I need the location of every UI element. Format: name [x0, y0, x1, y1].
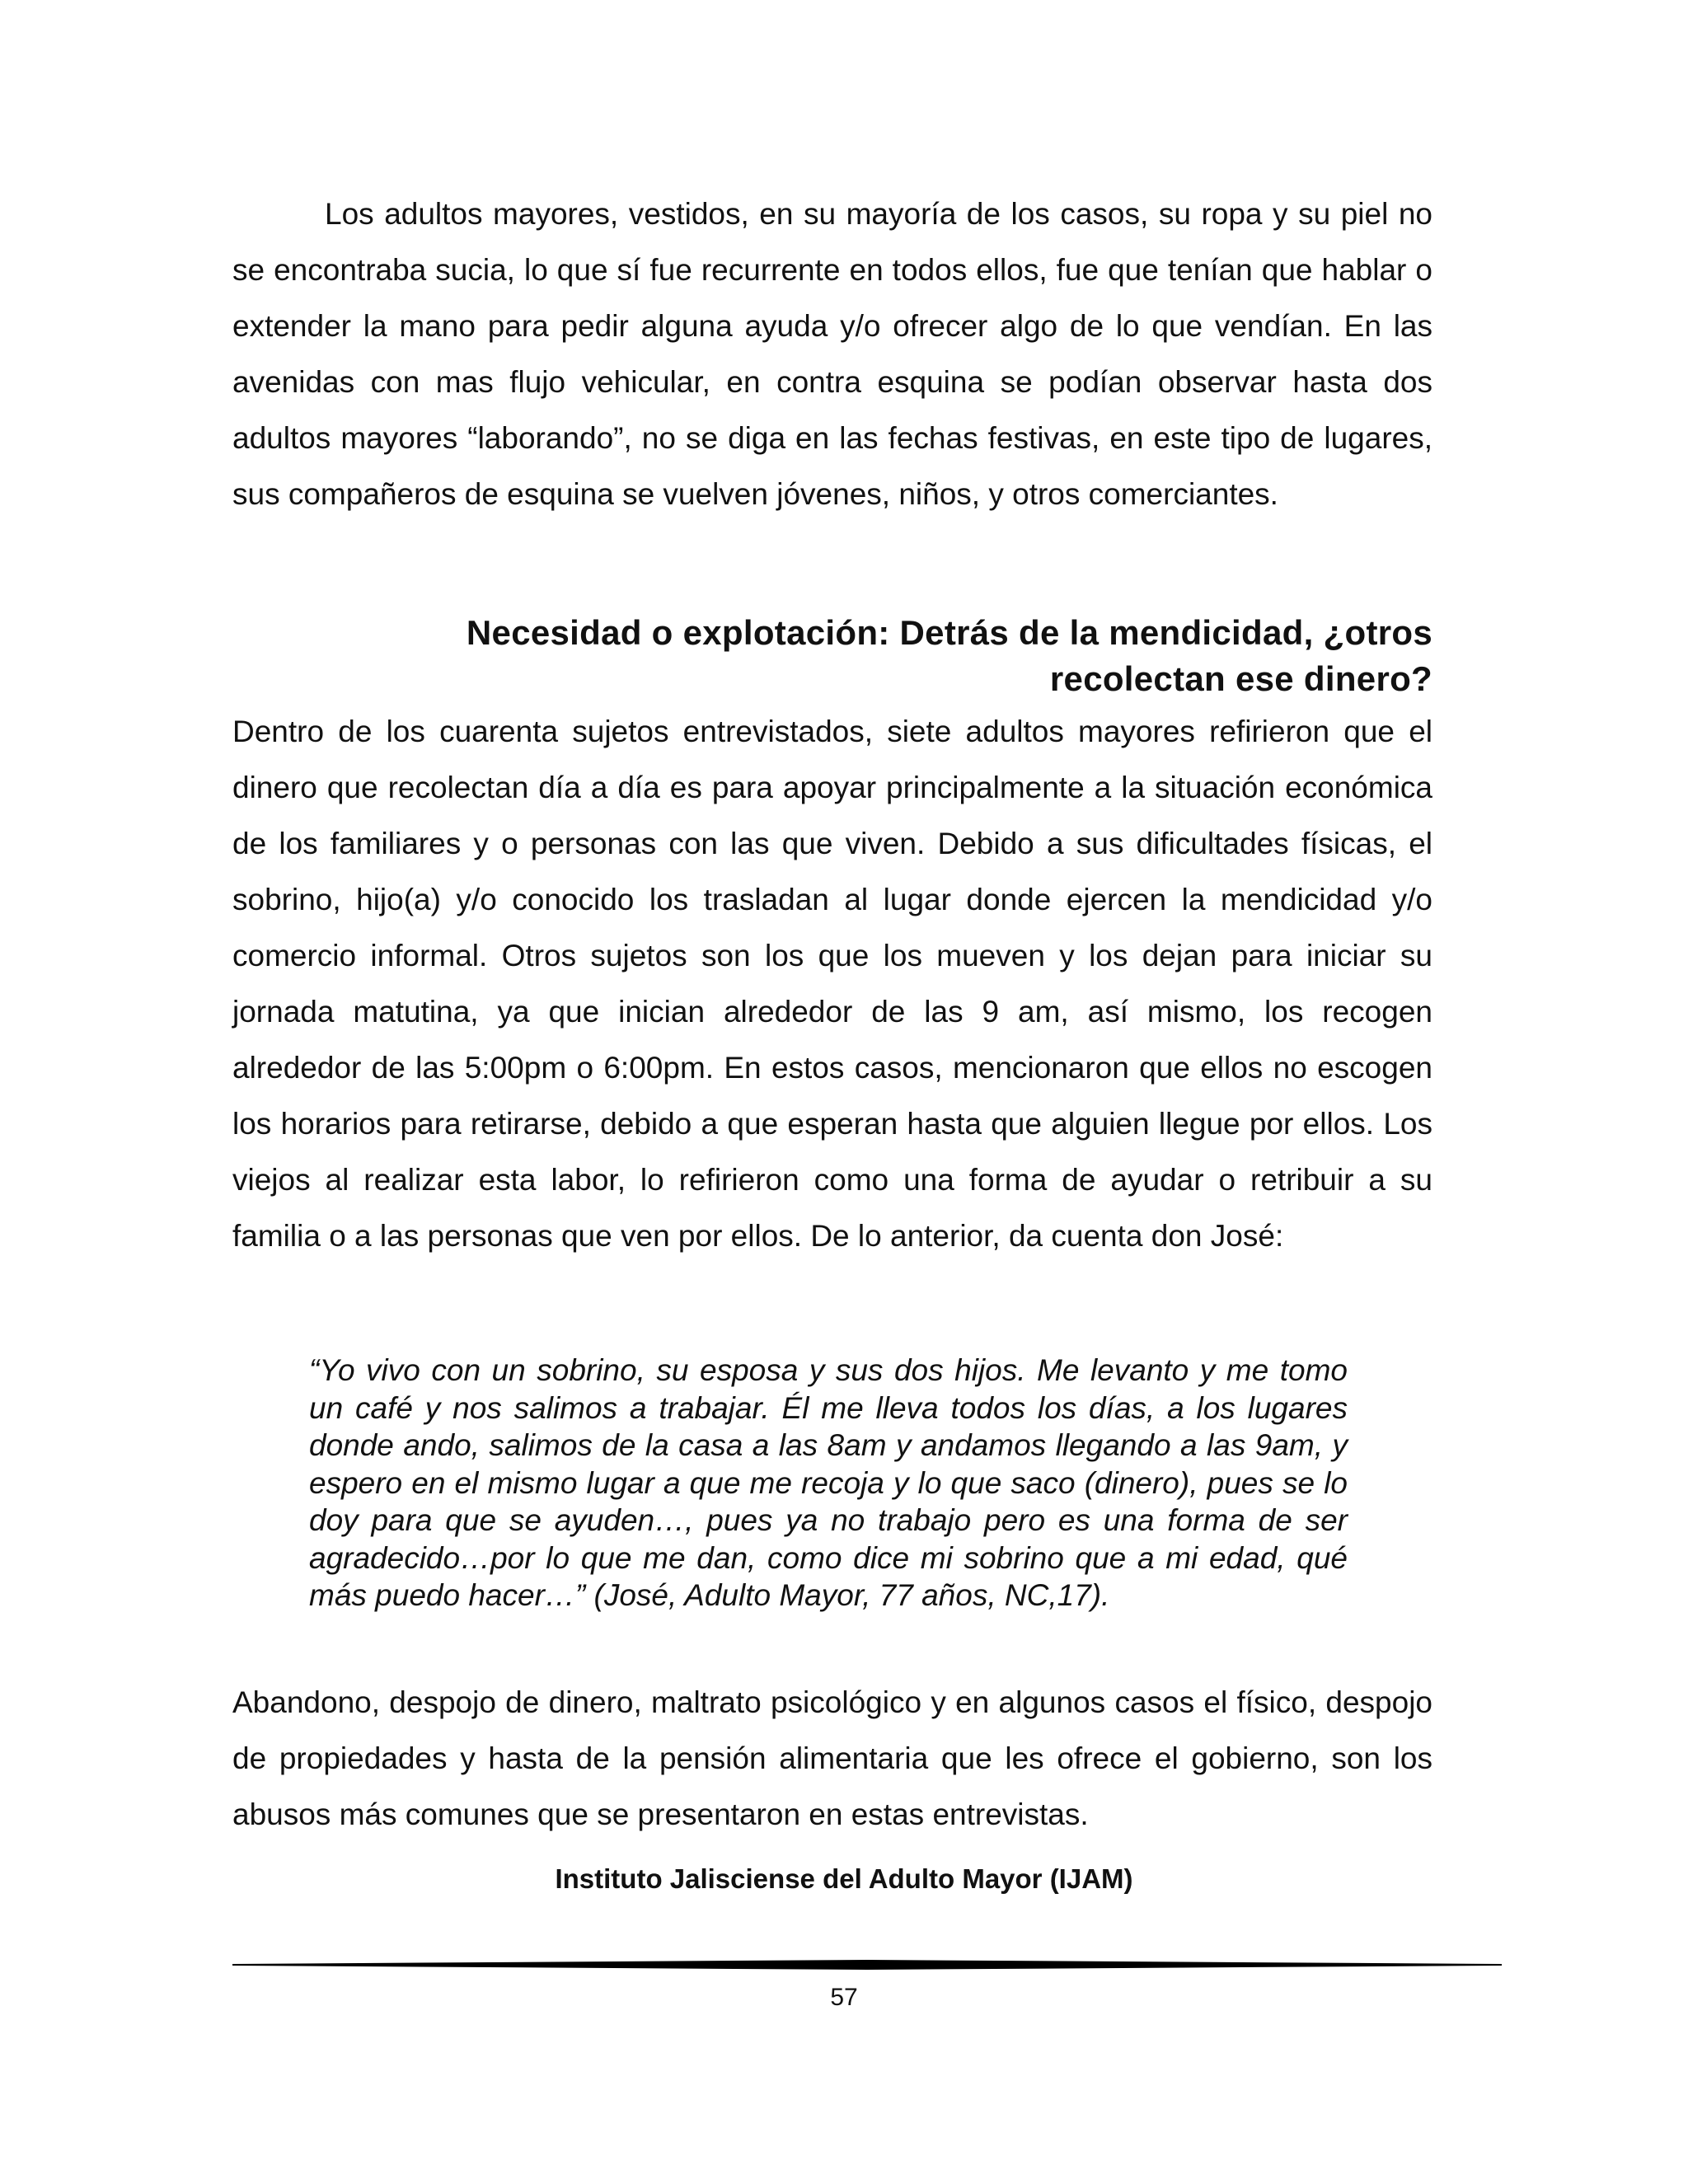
section-heading-line-2: recolectan ese dinero? [1049, 659, 1432, 698]
footer-divider [232, 1958, 1502, 1971]
footer-organization: Instituto Jalisciense del Adulto Mayor (IJAM) [555, 1863, 1133, 1894]
page-number: 57 [830, 1984, 858, 2011]
body-paragraph-3: Abandono, despojo de dinero, maltrato psicológico y en algunos casos el físico, despojo de propiedades y hasta de la pensión alimentaria que les ofrece el gobierno, son los abusos más comunes que se presentaron en estas entrevistas. [232, 1685, 1432, 1831]
body-paragraph-1: Los adultos mayores, vestidos, en su mayoría de los casos, su ropa y su piel no se encontraba sucia, lo que sí fue recurrente en todos ellos, fue que tenían que hablar o extender la mano para pedir alguna ayuda y/o ofrecer algo de lo que vendían. En las avenidas con mas flujo vehicular, en contra esquina se podían observar hasta dos adultos mayores “laborando”, no se diga en las fechas festivas, en este tipo de lugares, sus compañeros de esquina se vuelven jóvenes, niños, y otros comerciantes. [232, 197, 1432, 511]
section-heading [232, 610, 1432, 702]
section-heading-line-1: Necesidad o explotación: Detrás de la mendicidad, ¿otros [466, 613, 1432, 652]
body-paragraph-2: Dentro de los cuarenta sujetos entrevistados, siete adultos mayores refirieron que el dinero que recolectan día a día es para apoyar principalmente a la situación económica de los familiares y o personas con las que viven. Debido a sus dificultades físicas, el sobrino, hijo(a) y/o conocido los trasladan al lugar donde ejercen la mendicidad y/o comercio informal. Otros sujetos son los que los mueven y los dejan para iniciar su jornada matutina, ya que inician alrededor de las 9 am, así mismo, los recogen alrededor de las 5:00pm o 6:00pm. En estos casos, mencionaron que ellos no escogen los horarios para retirarse, debido a que esperan hasta que alguien llegue por ellos. Los viejos al realizar esta labor, lo refirieron como una forma de ayudar o retribuir a su familia o a las personas que ven por ellos. De lo anterior, da cuenta don José: [232, 715, 1432, 1253]
interview-quote: “Yo vivo con un sobrino, su esposa y sus dos hijos. Me levanto y me tomo un café y nos salimos a trabajar. Él me lleva todos los días, a los lugares donde ando, salimos de la casa a las 8am y andamos llegando a las 9am, y espero en el mismo lugar a que me recoja y lo que saco (dinero), pues se lo doy para que se ayuden…, pues ya no trabajo pero es una forma de ser agradecido…por lo que me dan, como dice mi sobrino que a mi edad, qué más puedo hacer…” (José, Adulto Mayor, 77 años, NC,17). [309, 1353, 1348, 1612]
